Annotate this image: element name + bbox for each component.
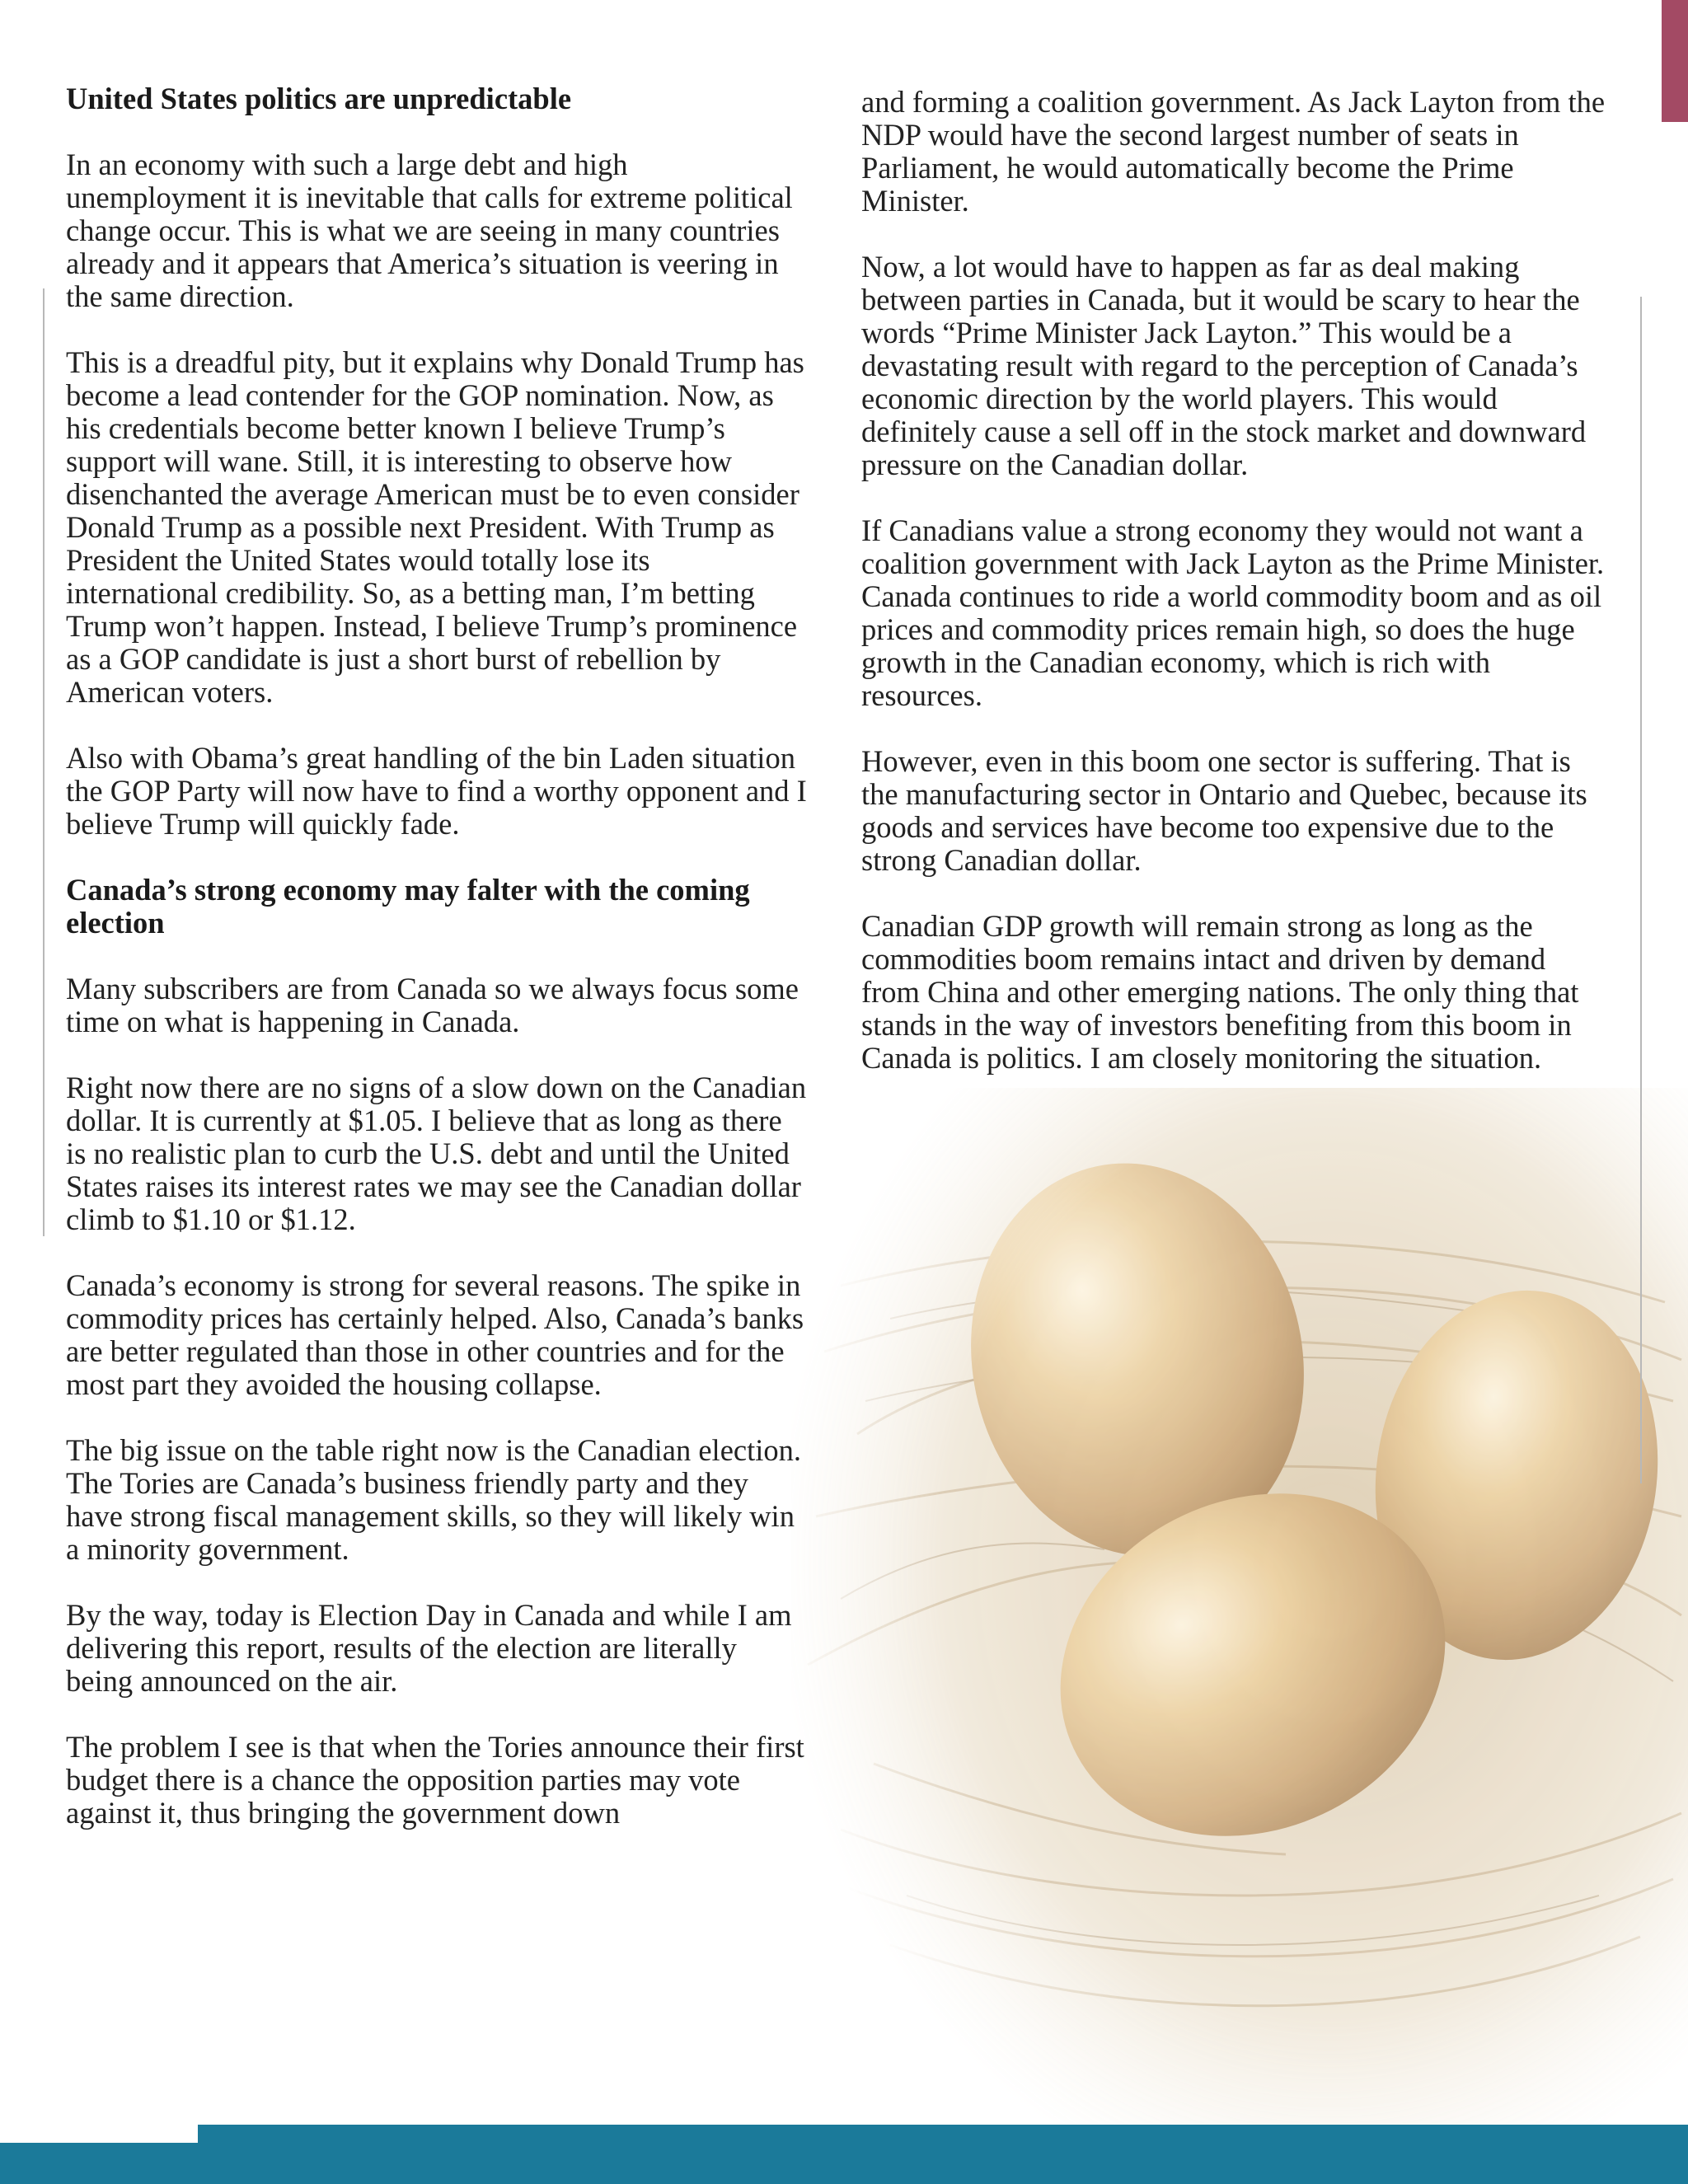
paragraph: Right now there are no signs of a slow down on the Canadian dollar. It is currently at $1.05. I believe that as long as there is no realistic plan to curb the U.S. debt and until the United States raises its interest rates we may see the Canadian dollar climb to $1.10 or $1.12.: [66, 1071, 807, 1236]
paragraph: Also with Obama’s great handling of the bin Laden situation the GOP Party will now have to find a worthy opponent and I believe Trump will quickly fade.: [66, 741, 807, 841]
left-margin-rule: [43, 288, 45, 1236]
section-heading-us-politics: United States politics are unpredictable: [66, 82, 572, 115]
paragraph: By the way, today is Election Day in Canada and while I am delivering this report, results of the election are literally being announced on the air.: [66, 1598, 792, 1698]
paragraph: The problem I see is that when the Tories announce their first budget there is a chance the opposition parties may vote against it, thus bringing the government down: [66, 1730, 804, 1830]
paragraph: Canadian GDP growth will remain strong as long as the commodities boom remains intact and driven by demand from China and other emerging nations. The only thing that stands in the way of investors benefiting from this boom in Canada is politics. I am closely monitoring the situation.: [861, 909, 1579, 1075]
paragraph: In an economy with such a large debt and high unemployment it is inevitable that calls for extreme political change occur. This is what we are seeing in many countries already and it appears that America’s situation is veering in the same direction.: [66, 148, 793, 313]
paragraph: Now, a lot would have to happen as far as deal making between parties in Canada, but it would be scary to hear the words “Prime Minister Jack Layton.” This would be a devastating result with regard to the perception of Canada’s economic direction by the world players. This would definitely cause a sell off in the stock market and downward pressure on the Canadian dollar.: [861, 250, 1587, 481]
right-margin-rule: [1640, 297, 1642, 1483]
footer-bar-left: [0, 2143, 198, 2184]
paragraph: The big issue on the table right now is the Canadian election. The Tories are Canada’s business friendly party and they have strong fiscal management skills, so they will likely win a minority government.: [66, 1433, 802, 1566]
corner-accent-tab: [1662, 0, 1688, 122]
section-heading-canada-economy: Canada’s strong economy may falter with the coming election: [66, 873, 750, 940]
paragraph: Many subscribers are from Canada so we always focus some time on what is happening in Canada.: [66, 972, 799, 1038]
paragraph: and forming a coalition government. As Jack Layton from the NDP would have the second largest number of seats in Parliament, he would automatically become the Prime Minister.: [861, 85, 1606, 218]
right-column: [861, 86, 1607, 1108]
golden-eggs-nest-image: [791, 1088, 1688, 2143]
paragraph: Canada’s economy is strong for several reasons. The spike in commodity prices has certainly helped. Also, Canada’s banks are better regulated than those in other countries and for the most part they avoided the housing collapse.: [66, 1268, 804, 1401]
paragraph: However, even in this boom one sector is suffering. That is the manufacturing sector in Ontario and Quebec, because its goods and services have become too expensive due to the strong Canadian dollar.: [861, 744, 1587, 877]
footer-bar: [198, 2125, 1688, 2184]
paragraph: If Canadians value a strong economy they would not want a coalition government with Jack Layton as the Prime Minister. Canada continues to ride a world commodity boom and as oil prices and commodity prices remain high, so does the huge growth in the Canadian economy, which is rich with resources.: [861, 513, 1605, 712]
paragraph: This is a dreadful pity, but it explains why Donald Trump has become a lead contender for the GOP nomination. Now, as his credentials become better known I believe Trump’s support will wane. Still, it is interesting to observe how disenchanted the average American must be to even consider Donald Trump as a possible next President. With Trump as President the United States would totally lose its international credibility. So, as a betting man, I’m betting Trump won’t happen. Instead, I believe Trump’s prominence as a GOP candidate is just a short burst of rebellion by American voters.: [66, 345, 804, 709]
left-column: [66, 82, 808, 1863]
